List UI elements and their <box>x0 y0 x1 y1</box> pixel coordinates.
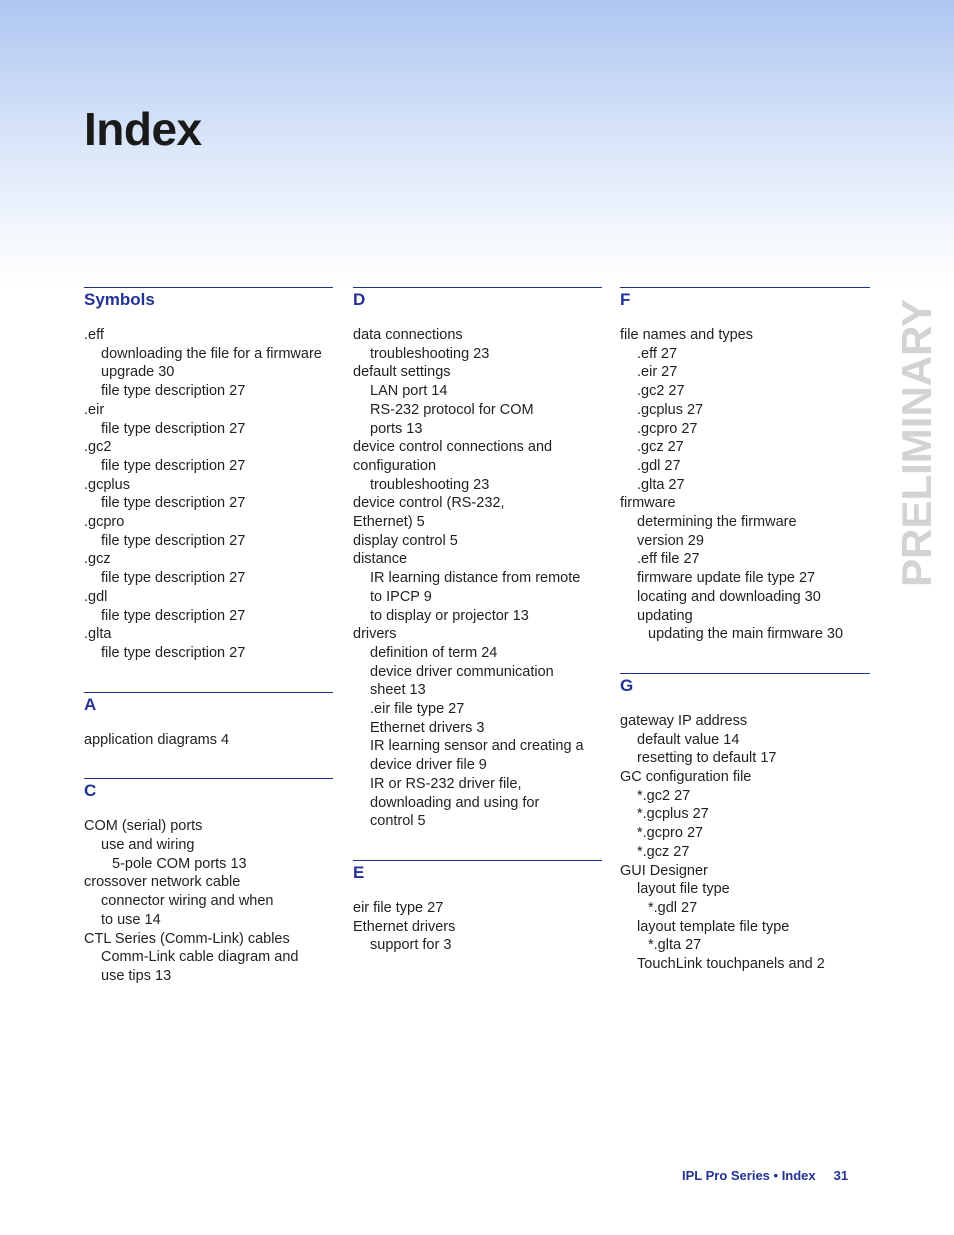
index-entry: COM (serial) ports <box>84 818 203 835</box>
index-section <box>84 778 333 985</box>
index-subentry: IR or RS-232 driver file, <box>370 775 522 792</box>
index-subentry: .gc2 27 <box>637 383 685 400</box>
index-subentry: .eff 27 <box>637 345 678 362</box>
index-subentry: RS-232 protocol for COM <box>370 401 534 418</box>
section-heading: C <box>84 781 97 801</box>
index-entry: gateway IP address <box>620 712 748 729</box>
index-entry: GUI Designer <box>620 862 708 879</box>
index-subentry: troubleshooting 23 <box>370 476 490 493</box>
page-title: Index <box>84 103 202 155</box>
index-column-2 <box>353 287 602 984</box>
index-entry: .eir <box>84 401 105 418</box>
page-footer <box>682 1168 848 1183</box>
index-entry: .gc2 <box>84 439 112 456</box>
index-subentry: device driver file 9 <box>370 757 487 774</box>
page-number: 31 <box>833 1168 849 1183</box>
index-section <box>84 287 333 663</box>
index-column-3 <box>620 287 870 1003</box>
index-subentry: .gcz 27 <box>637 439 684 456</box>
index-subentry: determining the firmware <box>637 514 797 531</box>
index-subentry: control 5 <box>370 813 426 830</box>
index-subentry: .gdl 27 <box>637 457 681 474</box>
index-entry: drivers <box>353 626 397 643</box>
section-heading: D <box>353 290 366 309</box>
index-subentry: .glta 27 <box>637 476 685 493</box>
index-entry: Ethernet) 5 <box>353 514 425 531</box>
index-subentry: 5-pole COM ports 13 <box>112 855 247 872</box>
index-subentry: Ethernet drivers 3 <box>370 719 485 736</box>
index-subentry: updating <box>637 607 693 624</box>
index-subentry: default value 14 <box>637 731 740 748</box>
index-subentry: file type description 27 <box>101 532 246 549</box>
index-subentry: definition of term 24 <box>370 644 498 661</box>
index-subentry: sheet 13 <box>370 682 426 699</box>
index-subentry: resetting to default 17 <box>637 750 777 767</box>
index-subentry: *.gcpro 27 <box>637 825 704 842</box>
index-subentry: use and wiring <box>101 837 195 854</box>
index-subentry: file type description 27 <box>101 420 246 437</box>
index-subentry: file type description 27 <box>101 495 246 512</box>
index-subentry: Comm-Link cable diagram and <box>101 949 299 966</box>
preliminary-watermark: PRELIMINARY <box>893 299 940 587</box>
index-entry: .glta <box>84 626 112 643</box>
index-subentry: upgrade 30 <box>101 364 175 381</box>
index-entry: .gdl <box>84 588 108 605</box>
index-section <box>84 692 333 750</box>
section-heading: F <box>620 290 631 309</box>
index-entry: eir file type 27 <box>353 899 444 916</box>
index-entry: .gcpro <box>84 514 125 531</box>
index-subentry: locating and downloading 30 <box>637 588 821 605</box>
footer-label: IPL Pro Series • Index <box>682 1168 816 1183</box>
index-subentry: LAN port 14 <box>370 383 448 400</box>
index-subentry: .eff file 27 <box>637 551 700 568</box>
index-entry: .eff <box>84 327 104 343</box>
index-entry: display control 5 <box>353 532 458 549</box>
index-section <box>620 287 870 644</box>
index-subentry: support for 3 <box>370 937 452 954</box>
index-subentry: .gcpro 27 <box>637 420 698 437</box>
index-subentry: .eir 27 <box>637 364 678 381</box>
index-subentry: to IPCP 9 <box>370 588 432 605</box>
index-entry: firmware <box>620 495 676 512</box>
index-entry: data connections <box>353 327 463 343</box>
index-entry: file names and types <box>620 327 753 343</box>
index-subentry: .eir file type 27 <box>370 701 465 718</box>
index-subentry: *.gdl 27 <box>648 899 698 916</box>
index-subentry: TouchLink touchpanels and 2 <box>637 956 825 973</box>
index-subentry: *.gcz 27 <box>637 843 690 860</box>
index-subentry: downloading the file for a firmware <box>101 345 322 362</box>
index-section <box>353 287 602 831</box>
index-subentry: downloading and using for <box>370 794 540 811</box>
index-subentry: version 29 <box>637 532 704 549</box>
index-entry: default settings <box>353 364 451 381</box>
index-subentry: ports 13 <box>370 420 423 437</box>
index-subentry: updating the main firmware 30 <box>648 626 844 643</box>
index-subentry: to display or projector 13 <box>370 607 529 624</box>
index-entry: device control (RS-232, <box>353 495 505 512</box>
index-entry: device control connections and <box>353 439 553 456</box>
index-subentry: file type description 27 <box>101 607 246 624</box>
index-entry: .gcz <box>84 551 111 568</box>
index-subentry: layout file type <box>637 881 730 898</box>
index-subentry: *.glta 27 <box>648 937 702 954</box>
index-subentry: .gcplus 27 <box>637 401 704 418</box>
section-heading: G <box>620 675 634 695</box>
section-heading: A <box>84 694 97 714</box>
index-subentry: *.gc2 27 <box>637 787 691 804</box>
index-column-1 <box>84 287 333 1015</box>
section-heading: Symbols <box>84 290 155 309</box>
index-entry: GC configuration file <box>620 769 752 786</box>
index-section <box>620 673 870 974</box>
index-subentry: device driver communication <box>370 663 554 680</box>
index-entry: .gcplus <box>84 476 130 493</box>
index-entry: crossover network cable <box>84 874 241 891</box>
index-subentry: troubleshooting 23 <box>370 345 490 362</box>
index-subentry: file type description 27 <box>101 457 246 474</box>
index-subentry: IR learning distance from remote <box>370 570 581 587</box>
index-subentry: use tips 13 <box>101 967 172 984</box>
index-subentry: *.gcplus 27 <box>637 806 709 823</box>
section-heading: E <box>353 862 365 882</box>
index-section <box>353 860 602 955</box>
index-entry: Ethernet drivers <box>353 918 456 935</box>
index-subentry: file type description 27 <box>101 383 246 400</box>
index-subentry: connector wiring and when <box>101 893 274 910</box>
index-subentry: firmware update file type 27 <box>637 570 816 587</box>
index-subentry: layout template file type <box>637 918 790 935</box>
index-subentry: file type description 27 <box>101 570 246 587</box>
index-subentry: file type description 27 <box>101 644 246 661</box>
index-subentry: to use 14 <box>101 911 161 928</box>
index-subentry: IR learning sensor and creating a <box>370 738 584 755</box>
index-entry: application diagrams 4 <box>84 731 230 748</box>
index-entry: distance <box>353 551 408 568</box>
index-entry: configuration <box>353 457 437 474</box>
index-entry: CTL Series (Comm-Link) cables <box>84 930 290 947</box>
